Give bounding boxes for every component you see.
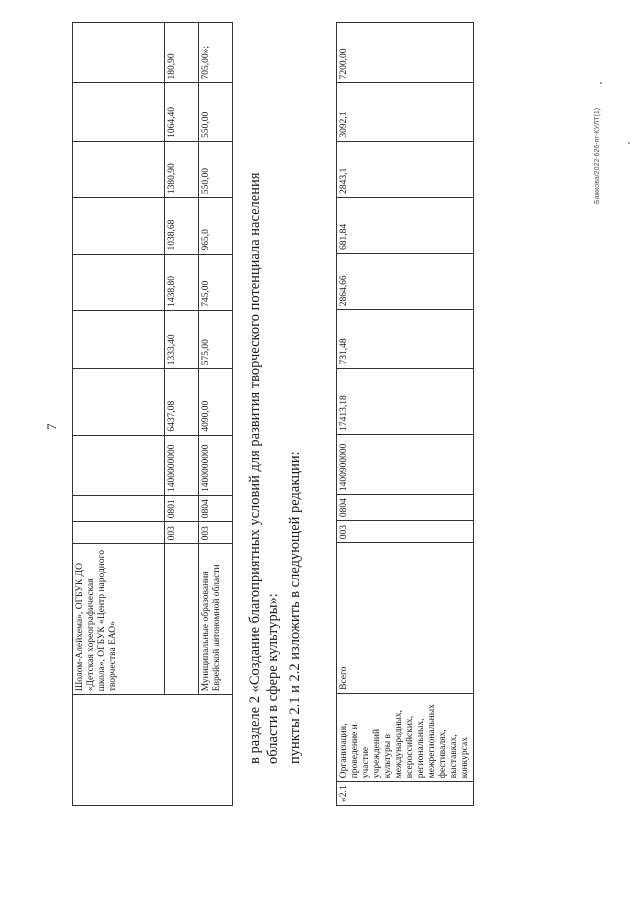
table-cell-value: 4090,00 xyxy=(199,369,233,435)
page-number: 7 xyxy=(44,423,59,430)
table-cell-grbs: 003 xyxy=(165,522,199,544)
table-cell-grbs: 003 xyxy=(337,521,474,543)
table-cell-value: 731,48 xyxy=(337,310,474,368)
table-cell-value: 681,84 xyxy=(337,197,474,253)
table-cell-executor: Всего xyxy=(337,543,474,694)
table-cell-value: 1438,80 xyxy=(165,254,199,310)
table-row xyxy=(199,23,233,806)
table-cell-rzpr xyxy=(73,496,165,522)
table-cell-value: 705,00»; xyxy=(199,23,233,83)
table-cell-value: 745,00 xyxy=(199,254,233,310)
table-cell-csr: 1400900000 xyxy=(337,434,474,494)
table-cell-value: 17413,18 xyxy=(337,368,474,434)
table-cell-value: 550,00 xyxy=(199,83,233,141)
table-cell-value: 2864,66 xyxy=(337,254,474,310)
table-cell-executor: Муниципальные образования Еврейской автономной области xyxy=(199,544,233,695)
table-cell-blank xyxy=(73,695,233,806)
table-cell-csr: 1400000000 xyxy=(165,435,199,495)
table-cell-value: 1038,68 xyxy=(165,198,199,254)
table-cell-value xyxy=(73,254,165,310)
table-cell-value: 2843,1 xyxy=(337,141,474,197)
table-cell-value xyxy=(73,83,165,141)
table-cell-value: 575,00 xyxy=(199,310,233,368)
table-cell-measure: Организация, проведение и участие учреждений культуры в международных, всероссийских, региональных, межрегиональных фестивалях, выставках, конкурсах xyxy=(337,693,474,781)
table-cell-value xyxy=(73,369,165,435)
table-cell-value xyxy=(73,23,165,83)
table-row xyxy=(337,23,474,806)
scan-speck xyxy=(600,82,602,84)
table-cell-value xyxy=(73,198,165,254)
table-cell-executor xyxy=(165,544,199,695)
table-cell-value: 1333,40 xyxy=(165,310,199,368)
table-cell-value xyxy=(73,141,165,197)
table-cell-grbs: 003 xyxy=(199,522,233,544)
table-cell-csr xyxy=(73,435,165,495)
table-cell-value: 6437,08 xyxy=(165,369,199,435)
table-cell-rzpr: 0804 xyxy=(337,495,474,521)
table-cell-rzpr: 0801 xyxy=(165,496,199,522)
table-cell-value: 550,00 xyxy=(199,141,233,197)
table-cell-grbs xyxy=(73,522,165,544)
table-cell-executor: Шолом-Алейхема», ОГБУК ДО «Детская хореографическая школа», ОГБУК «Центр народного творчества ЕАО» xyxy=(73,544,165,695)
budget-table-continued xyxy=(72,22,233,806)
table-cell-value: 7200,00 xyxy=(337,23,474,83)
table-cell-row-number: «2.1 xyxy=(337,782,474,806)
footer-code: Бажкова/2022-626-пг-КУЛТ(1) xyxy=(594,107,601,204)
table-cell-value xyxy=(73,310,165,368)
scan-speck xyxy=(628,142,630,144)
budget-table-new xyxy=(336,22,474,806)
table-cell-value: 180,90 xyxy=(165,23,199,83)
section-paragraph: в разделе 2 «Создание благоприятных условий для развития творческого потенциала населения области в сфере культуры»: xyxy=(247,172,281,764)
table-cell-value: 965,0 xyxy=(199,198,233,254)
table-row xyxy=(73,23,165,806)
table-cell-csr: 1400000000 xyxy=(199,435,233,495)
table-row xyxy=(165,23,199,806)
instruction-paragraph: пункты 2.1 и 2.2 изложить в следующей редакции: xyxy=(287,451,303,764)
table-cell-value: 1380,90 xyxy=(165,141,199,197)
table-cell-rzpr: 0804 xyxy=(199,496,233,522)
table-cell-value: 1064,40 xyxy=(165,83,199,141)
table-cell-value: 3092,1 xyxy=(337,83,474,141)
